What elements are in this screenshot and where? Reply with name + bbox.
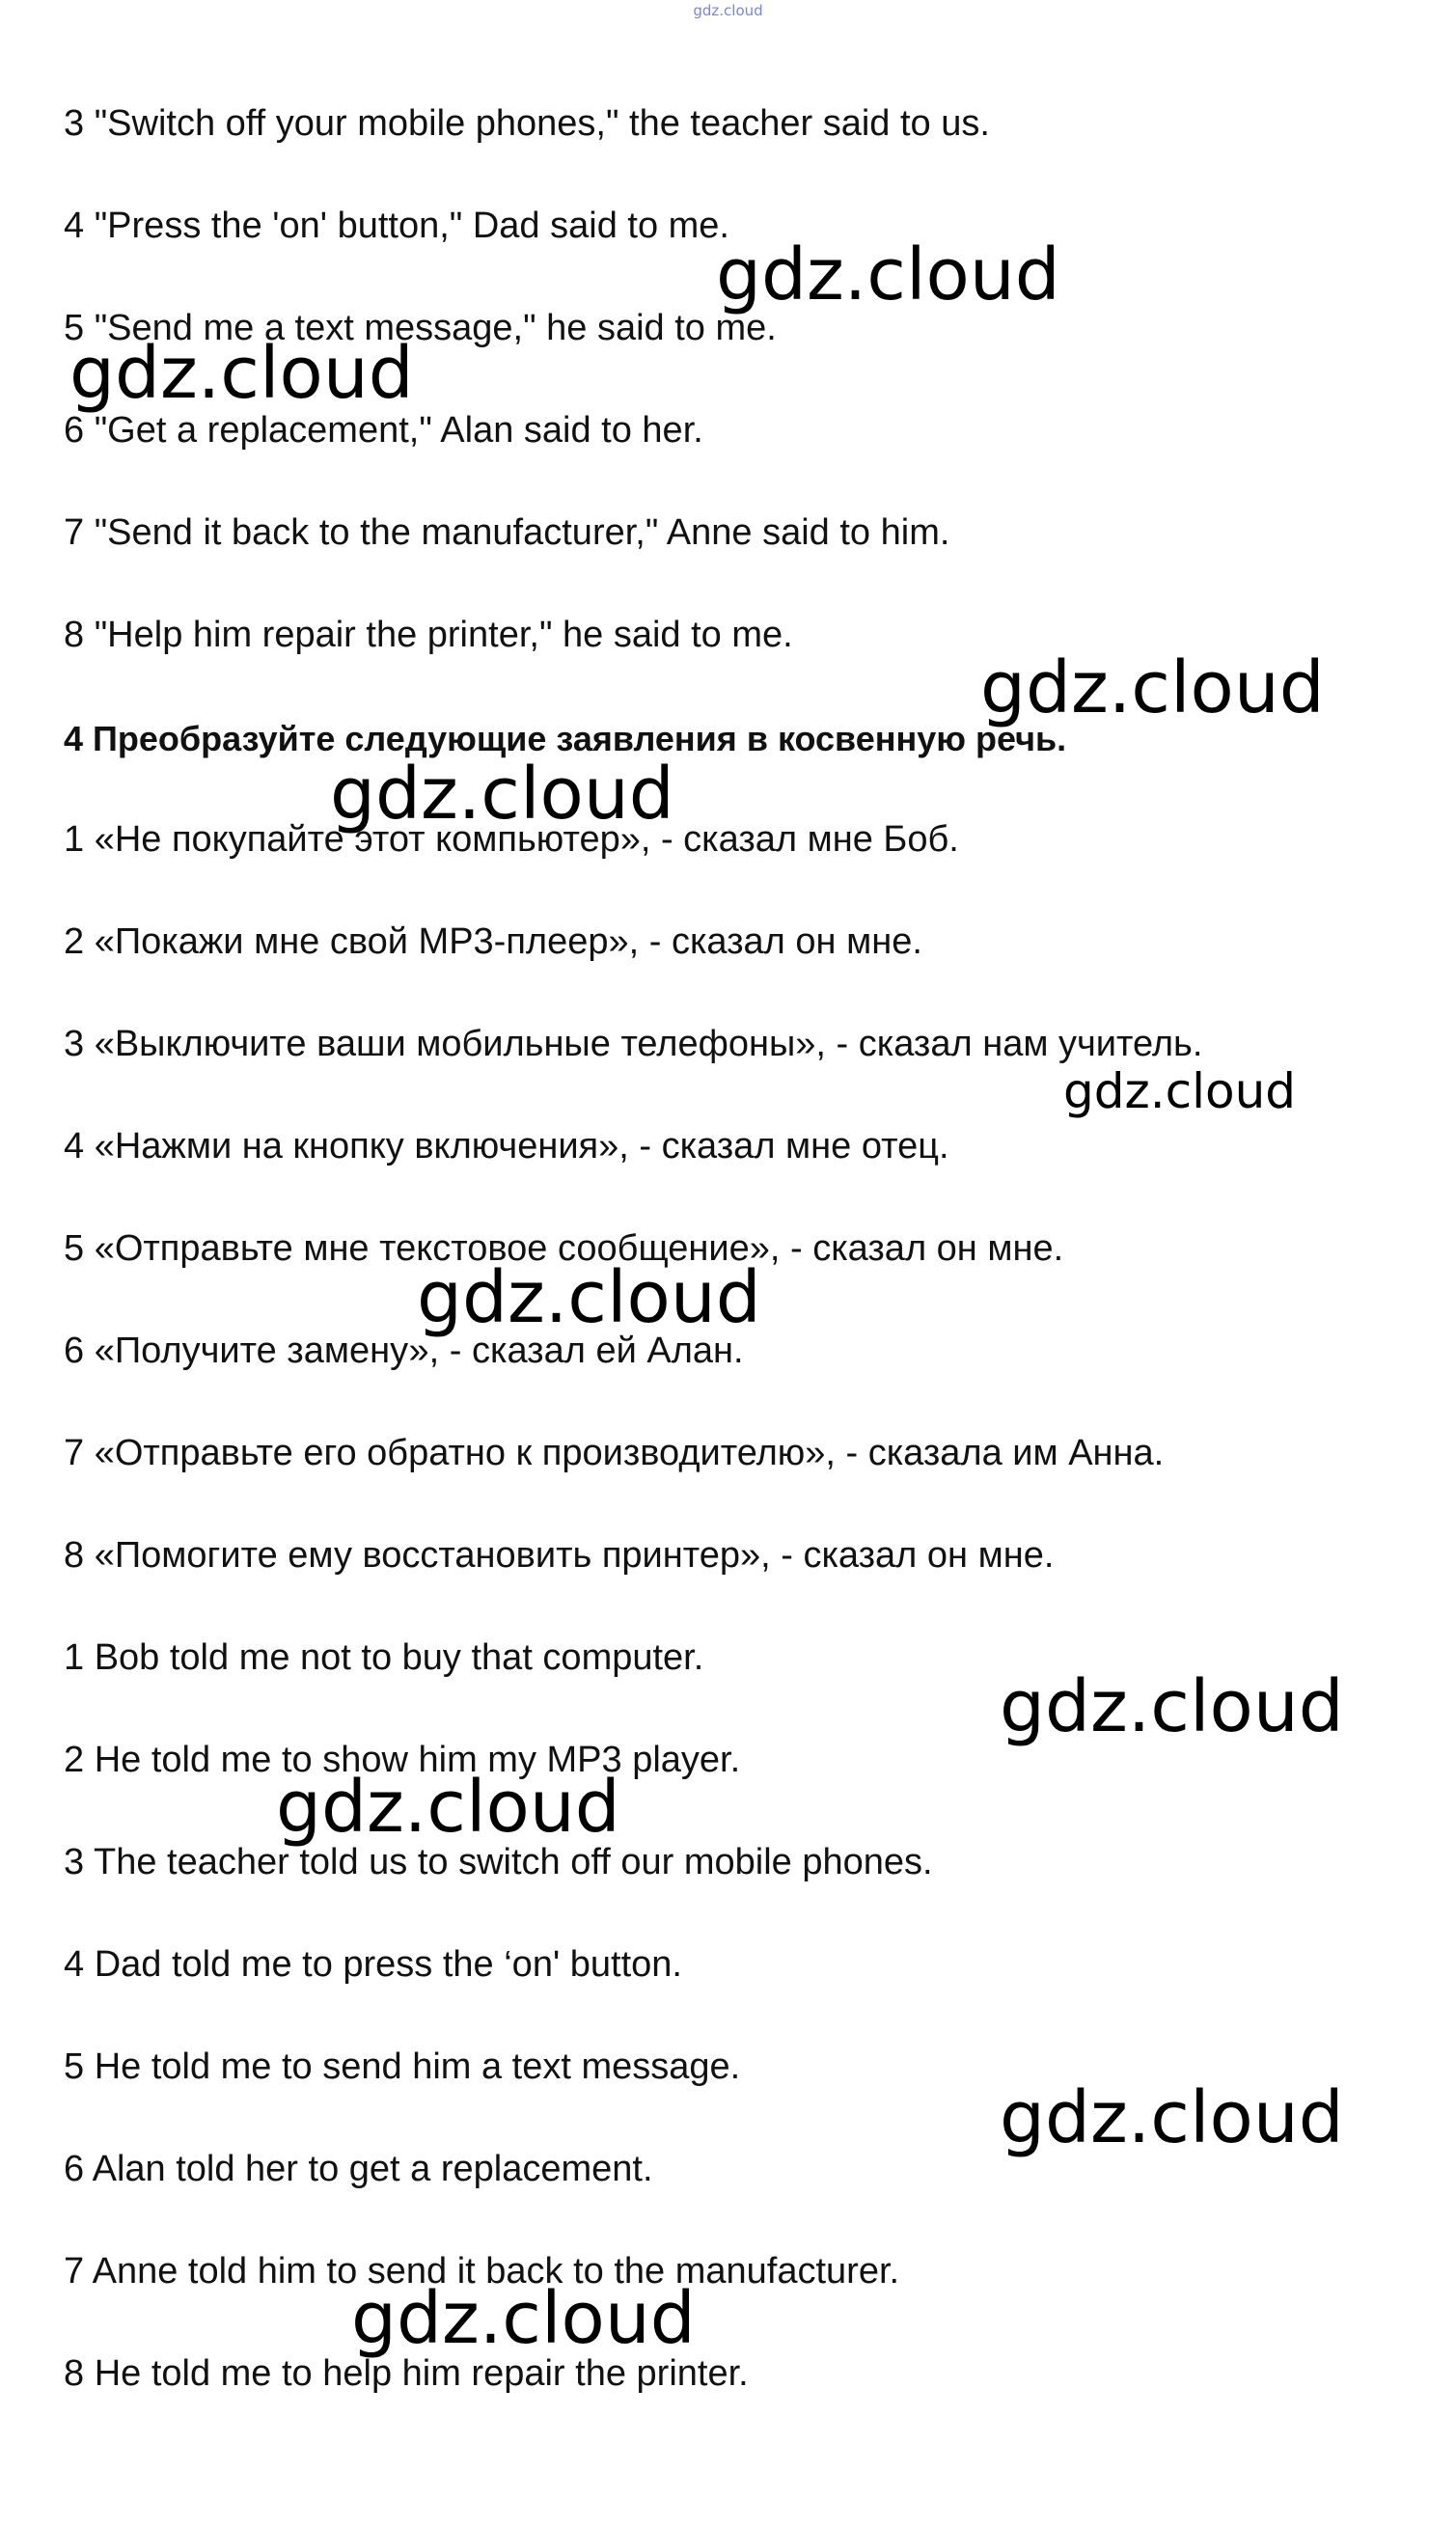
watermark: gdz.cloud: [69, 332, 414, 415]
watermark: gdz.cloud: [351, 2277, 696, 2360]
header-watermark: gdz.cloud: [693, 2, 763, 19]
watermark: gdz.cloud: [1063, 1063, 1297, 1119]
answer-line: 7 Anne told him to send it back to the manufacturer.: [64, 2251, 900, 2292]
watermark: gdz.cloud: [980, 646, 1325, 729]
sentence-line: 8 «Помогите ему восстановить принтер», - сказал он мне.: [64, 1535, 1055, 1576]
sentence-line: 3 "Switch off your mobile phones," the teacher said to us.: [64, 103, 990, 144]
sentence-line: 4 "Press the 'on' button," Dad said to me.: [64, 206, 729, 246]
watermark: gdz.cloud: [1000, 2076, 1344, 2159]
answer-line: 1 Bob told me not to buy that computer.: [64, 1637, 704, 1678]
watermark: gdz.cloud: [1000, 1665, 1344, 1748]
sentence-line: 3 «Выключите ваши мобильные телефоны», - сказал нам учитель.: [64, 1024, 1203, 1064]
sentence-line: 5 "Send me a text message," he said to me.: [64, 308, 777, 348]
watermark: gdz.cloud: [716, 233, 1060, 316]
sentence-line: 1 «Не покупайте этот компьютер», - сказал мне Боб.: [64, 819, 959, 860]
answer-line: 2 He told me to show him my MP3 player.: [64, 1740, 741, 1780]
exercise-heading: 4 Преобразуйте следующие заявления в косвенную речь.: [64, 719, 1067, 758]
sentence-line: 4 «Нажми на кнопку включения», - сказал мне отец.: [64, 1126, 949, 1167]
watermark: gdz.cloud: [330, 753, 674, 836]
watermark: gdz.cloud: [417, 1256, 761, 1339]
answer-line: 6 Alan told her to get a replacement.: [64, 2149, 653, 2189]
sentence-line: 6 «Получите замену», - сказал ей Алан.: [64, 1331, 744, 1371]
sentence-line: 6 "Get a replacement," Alan said to her.: [64, 410, 703, 451]
sentence-line: 8 "Help him repair the printer," he said to me.: [64, 615, 793, 655]
answer-line: 4 Dad told me to press the ‘on' button.: [64, 1944, 682, 1985]
watermark: gdz.cloud: [276, 1766, 620, 1849]
answer-line: 3 The teacher told us to switch off our mobile phones.: [64, 1842, 933, 1882]
sentence-line: 7 «Отправьте его обратно к производителю», - сказала им Анна.: [64, 1433, 1165, 1473]
sentence-line: 7 "Send it back to the manufacturer," Anne said to him.: [64, 512, 950, 553]
answer-line: 5 He told me to send him a text message.: [64, 2046, 741, 2087]
sentence-line: 2 «Покажи мне свой MP3-плеер», - сказал он мне.: [64, 921, 922, 962]
sentence-line: 5 «Отправьте мне текстовое сообщение», - сказал он мне.: [64, 1228, 1064, 1269]
answer-line: 8 He told me to help him repair the printer.: [64, 2353, 749, 2394]
